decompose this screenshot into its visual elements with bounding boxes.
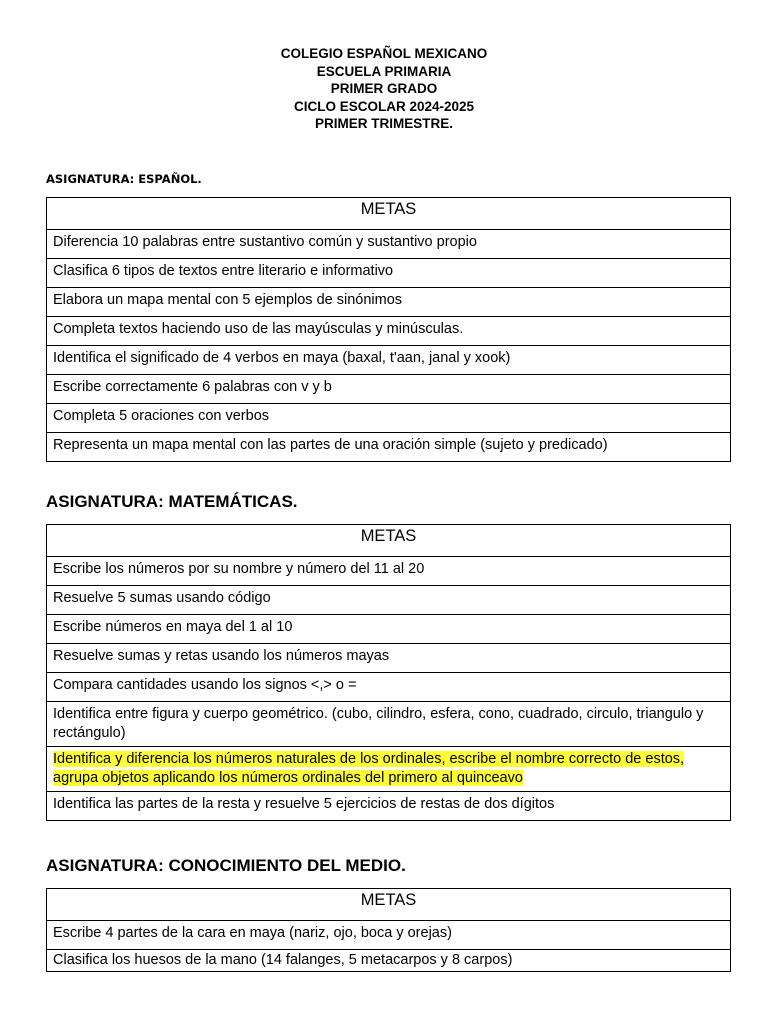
goal-cell: Escribe los números por su nombre y número del 11 al 20 [47, 557, 731, 586]
school-year: CICLO ESCOLAR 2024-2025 [293, 98, 475, 114]
goal-cell: Elabora un mapa mental con 5 ejemplos de sinónimos [47, 288, 731, 317]
table-row [47, 404, 731, 433]
table-header: METAS [47, 198, 731, 230]
goal-cell: Escribe correctamente 6 palabras con v y b [47, 375, 731, 404]
subject-title-espanol: ASIGNATURA: ESPAÑOL. [46, 172, 202, 186]
goal-cell: Diferencia 10 palabras entre sustantivo común y sustantivo propio [47, 230, 731, 259]
table-row [47, 702, 731, 747]
goal-cell: Completa textos haciendo uso de las mayúsculas y minúsculas. [47, 317, 731, 346]
table-row [47, 586, 731, 615]
goal-cell: Compara cantidades usando los signos <,> o = [47, 673, 731, 702]
subject-title-matematicas: ASIGNATURA: MATEMÁTICAS. [46, 492, 298, 511]
table-row [47, 747, 731, 792]
table-header: METAS [47, 889, 731, 921]
school-name: COLEGIO ESPAÑOL MEXICANO [280, 46, 488, 61]
table-header-row [47, 525, 731, 557]
table-row [47, 259, 731, 288]
table-row [47, 921, 731, 950]
goal-cell: Identifica las partes de la resta y resuelve 5 ejercicios de restas de dos dígitos [47, 792, 731, 821]
term: PRIMER TRIMESTRE. [314, 116, 453, 131]
goal-cell: Escribe números en maya del 1 al 10 [47, 615, 731, 644]
table-row [47, 557, 731, 586]
table-row [47, 673, 731, 702]
goal-cell: Clasifica 6 tipos de textos entre literario e informativo [47, 259, 731, 288]
goal-cell: Identifica entre figura y cuerpo geométrico. (cubo, cilindro, esfera, cono, cuadrado, circulo, triangulo y rectángulo) [47, 702, 731, 747]
goals-table-conocimiento-del-medio [46, 888, 731, 972]
goal-cell: Completa 5 oraciones con verbos [47, 404, 731, 433]
subject-title-conocimiento-del-medio: ASIGNATURA: CONOCIMIENTO DEL MEDIO. [46, 856, 406, 875]
table-row [47, 615, 731, 644]
goal-cell-highlighted [47, 747, 731, 792]
table-row [47, 317, 731, 346]
table-row [47, 375, 731, 404]
table-row [47, 433, 731, 462]
document-header [0, 45, 768, 133]
table-row [47, 230, 731, 259]
table-row [47, 346, 731, 375]
table-row [47, 950, 731, 972]
table-row [47, 288, 731, 317]
goal-cell: Resuelve sumas y retas usando los números mayas [47, 644, 731, 673]
goal-cell: Clasifica los huesos de la mano (14 falanges, 5 metacarpos y 8 carpos) [47, 950, 731, 972]
goal-cell: Resuelve 5 sumas usando código [47, 586, 731, 615]
table-header-row [47, 889, 731, 921]
highlighted-text: Identifica y diferencia los números naturales de los ordinales, escribe el nombre correcto de estos, agrupa objetos aplicando los números ordinales del primero al quinceavo [53, 751, 685, 786]
grade: PRIMER GRADO [330, 81, 438, 96]
table-row [47, 792, 731, 821]
goal-cell: Identifica el significado de 4 verbos en maya (baxal, t'aan, janal y xook) [47, 346, 731, 375]
goals-table-matematicas [46, 524, 731, 821]
school-level: ESCUELA PRIMARIA [316, 63, 452, 79]
goal-cell: Escribe 4 partes de la cara en maya (nariz, ojo, boca y orejas) [47, 921, 731, 950]
goal-cell: Representa un mapa mental con las partes de una oración simple (sujeto y predicado) [47, 433, 731, 462]
table-header: METAS [47, 525, 731, 557]
table-row [47, 644, 731, 673]
goals-table-espanol [46, 197, 731, 462]
table-header-row [47, 198, 731, 230]
